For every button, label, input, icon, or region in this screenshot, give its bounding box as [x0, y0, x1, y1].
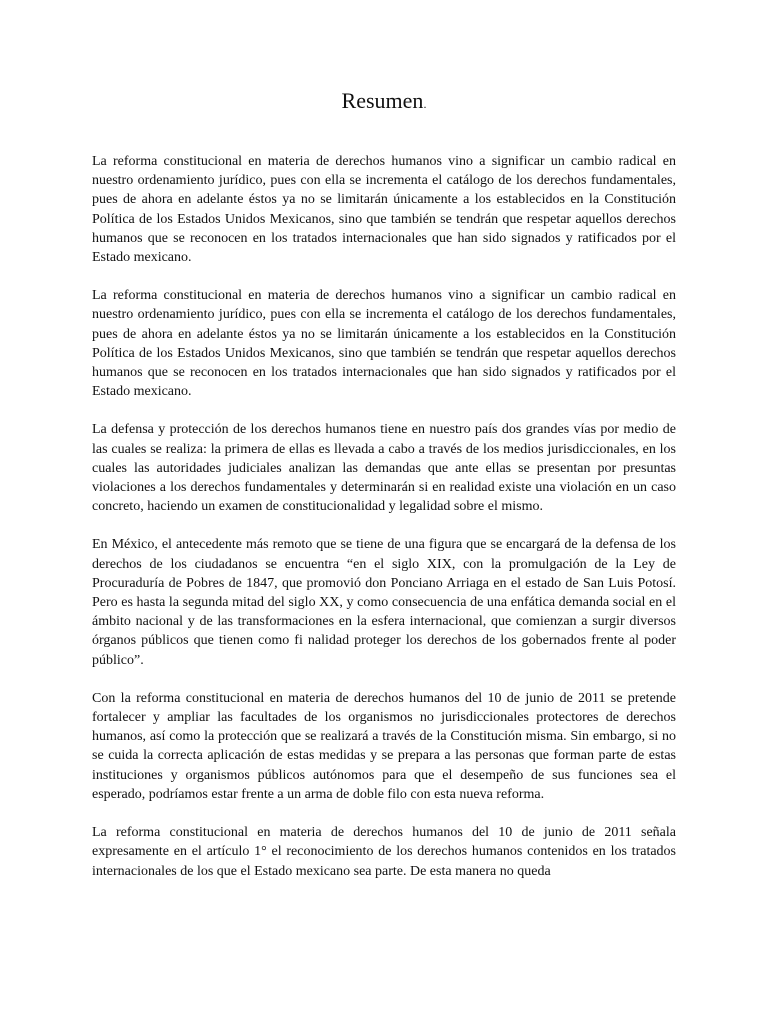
paragraph-4: En México, el antecedente más remoto que se tiene de una figura que se encargará de la defensa de los derechos de los ciudadanos se encuentra “en el siglo XIX, con la promulgación de la Ley de Procuraduría de Pobres de 1847, que promovió don Ponciano Arriaga en el estado de San Luis Potosí. Pero es hasta la segunda mitad del siglo XX, y como consecuencia de una enfática demanda social en el ámbito nacional y de las transformaciones en la esfera internacional, que comienzan a surgir diversos órganos públicos que tienen como fi nalidad proteger los derechos de los gobernados frente al poder público”. — [92, 537, 676, 668]
paragraph-5: Con la reforma constitucional en materia de derechos humanos del 10 de junio de 2011 se pretende fortalecer y ampliar las facultades de los organismos no jurisdiccionales protectores de derechos humanos, así como la protección que se realizará a través de la Constitución misma. Sin embargo, si no se cuida la correcta aplicación de estas medidas y se prepara a las personas que forman parte de estas instituciones y organismos públicos autónomos para que el desempeño de sus funciones sea el esperado, podríamos estar frente a un arma de doble filo con esta nueva reforma. — [92, 690, 676, 802]
title-period: . — [423, 97, 427, 111]
page-title — [0, 86, 768, 119]
document-body — [92, 152, 676, 900]
title-text: Resumen — [341, 88, 424, 113]
paragraph-3: La defensa y protección de los derechos humanos tiene en nuestro país dos grandes vías por medio de las cuales se realiza: la primera de ellas es llevada a cabo a través de los medios jurisdiccionales, en los cuales las autoridades judiciales analizan las demandas que ante ellas se presentan por presuntas violaciones a los derechos fundamentales y determinarán si en realidad existe una violación en un caso concreto, haciendo un examen de constitucionalidad y legalidad sobre el mismo. — [92, 422, 676, 515]
paragraph-2: La reforma constitucional en materia de derechos humanos vino a significar un cambio radical en nuestro ordenamiento jurídico, pues con ella se incrementa el catálogo de los derechos fundamentales, pues de ahora en adelante éstos ya no se limitarán únicamente a los establecidos en la Constitución Política de los Estados Unidos Mexicanos, sino que también se tendrán que respetar aquellos derechos humanos que se reconocen en los tratados internacionales que han sido signados y ratificados por el Estado mexicano. — [92, 288, 676, 400]
paragraph-1: La reforma constitucional en materia de derechos humanos vino a significar un cambio radical en nuestro ordenamiento jurídico, pues con ella se incrementa el catálogo de los derechos fundamentales, pues de ahora en adelante éstos ya no se limitarán únicamente a los establecidos en la Constitución Política de los Estados Unidos Mexicanos, sino que también se tendrán que respetar aquellos derechos humanos que se reconocen en los tratados internacionales que han sido signados y ratificados por el Estado mexicano. — [92, 154, 676, 266]
paragraph-6: La reforma constitucional en materia de derechos humanos del 10 de junio de 2011 señala expresamente en el artículo 1° el reconocimiento de los derechos humanos contenidos en los tratados internacionales de los que el Estado mexicano sea parte. De esta manera no queda — [92, 825, 676, 879]
